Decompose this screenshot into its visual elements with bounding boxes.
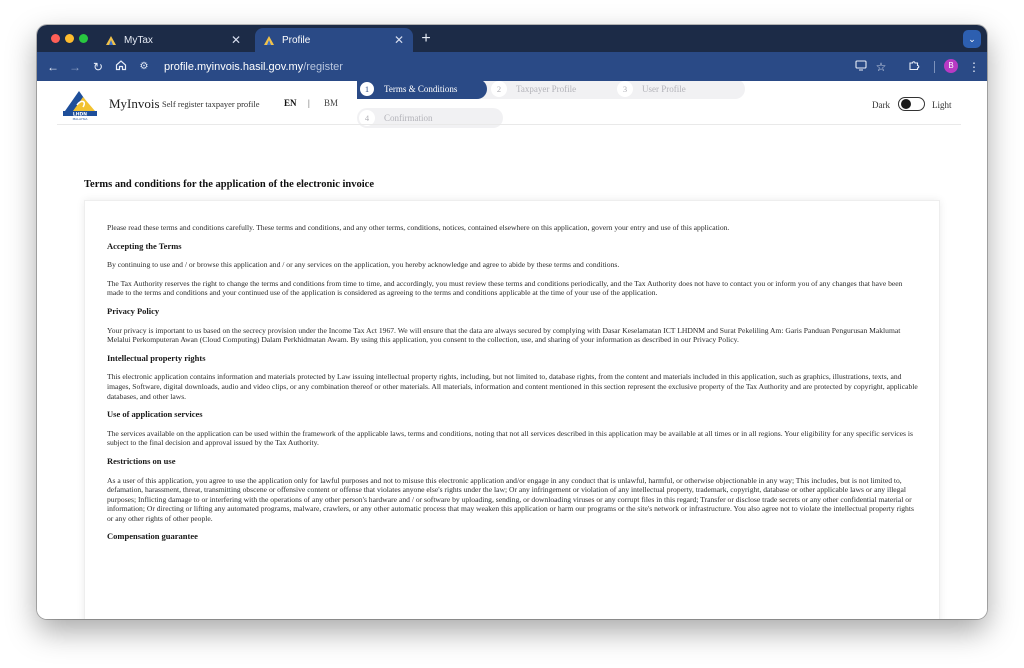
lang-bm-link[interactable]: BM	[324, 98, 339, 108]
back-arrow-icon[interactable]: ←	[47, 60, 59, 74]
section-paragraph: The services available on the application can be used within the framework of the applicable laws, terms and conditions, noting that not all services described in this application may be available at all times or in all regions. Your eligibility for any specific services is subject to the final decision and approval issued by the Tax Authority.	[107, 428, 913, 448]
section-paragraph: By continuing to use and / or browse this application and / or any services on the application, you hereby acknowledge and agree to abide by these terms and conditions.	[107, 260, 620, 270]
url-host: profile.myinvois.hasil.gov.my	[164, 60, 304, 73]
section-heading: Compensation guarantee	[107, 531, 198, 542]
theme-toggle[interactable]	[898, 97, 925, 111]
logo-subtext: MALAYSIA	[72, 117, 88, 121]
url-path: /register	[303, 60, 343, 73]
toggle-knob	[901, 99, 911, 109]
tab-profile[interactable]	[255, 28, 413, 52]
step-user-profile	[599, 81, 745, 99]
step-label: User Profile	[642, 84, 686, 94]
step-number: 2	[491, 81, 507, 97]
theme-light-label: Light	[932, 100, 952, 110]
lang-en-link[interactable]: EN	[284, 98, 297, 108]
close-window-button[interactable]	[51, 34, 60, 43]
terms-content	[107, 223, 919, 551]
tab-mytax[interactable]	[97, 28, 250, 52]
step-label: Taxpayer Profile	[516, 84, 577, 94]
section-heading: Use of application services	[107, 409, 203, 420]
section-paragraph: As a user of this application, you agree to use the application only for lawful purposes and not to misuse this electronic application and/or engage in any conduct that is unlawful, harmful, or otherwise objectionable in any way; This includes, but is not limited to, defamation, harassment, threat, transmitting obscene or offensive content or offense that violates anyone else's rights under the law; Or any infringement or violation of any intellectual property, trademark, copyright, database or other applicable laws or any illegal purposes; Inflicting damage to or interfering with the operations of any other person's hardware and / or software by uploading, sending, or downloading viruses or any corrupt files in this regard; Transfer or disclose trade secrets or any other confidential material or information; Or directing or lifting any automated programs, malware, crawlers, or any other automatic process that may weaken this application or harm our programs or the site's network or infrastructure. You also agree not to violate the intellectual property rights or any other rights of other people.	[107, 475, 914, 523]
browser-toolbar	[37, 52, 987, 81]
step-number: 1	[359, 81, 375, 97]
section-heading: Intellectual property rights	[107, 352, 206, 363]
section-heading: Restrictions on use	[107, 455, 176, 466]
site-info-icon[interactable]: ⚙	[139, 60, 149, 72]
terms-intro: Please read these terms and conditions carefully. These terms and conditions, and any other terms, conditions, notices, contained elsewhere on this application, govern your entry and use of this application.	[107, 223, 730, 232]
new-tab-icon[interactable]: +	[421, 30, 431, 47]
address-bar[interactable]	[136, 56, 882, 77]
maximize-window-button[interactable]	[79, 34, 88, 43]
close-tab-icon[interactable]: ✕	[230, 33, 242, 47]
brand-name[interactable]: MyInvois	[109, 96, 160, 111]
bookmark-star-icon[interactable]: ☆	[875, 60, 887, 74]
step-label: Terms & Conditions	[384, 84, 458, 94]
minimize-window-button[interactable]	[65, 34, 74, 43]
header-divider	[57, 124, 961, 125]
section-paragraph: Your privacy is important to us based on the secrecy provision under the Income Tax Act 1967. We will ensure that the data are always secured by complying with Dasar Keselamatan ICT LHDNM and Surat Pekeliling Am: Garis Panduan Pengurusan Maklumat Melalui Perkomputeran Awan (Cloud Computing) Dalam Perkhidmatan Awam. By using this application, you consent to the collection, use, and sharing of your information as described in our Privacy Policy.	[107, 325, 901, 345]
section-paragraph: This electronic application contains information and materials protected by Law issuing intellectual property rights, including, but not limited to, database rights, from the content and materials included in this application, such as graphics, illustrations, texts, and images, Software, digital downloads, audio and video clips, or any combination thereof or other materials. All materials, information and content mentioned in this section represent the exclusive property of the Tax Authority and are protected by copyright, applicable databases, and other laws.	[107, 372, 918, 401]
step-terms-conditions	[357, 81, 487, 99]
tab-search-icon[interactable]: ⌄	[963, 30, 981, 48]
tab-title: MyTax	[124, 34, 153, 46]
page-title: Terms and conditions for the application of the electronic invoice	[84, 179, 375, 190]
lhdn-favicon-icon	[105, 34, 117, 46]
step-label: Confirmation	[384, 113, 433, 123]
close-tab-icon[interactable]: ✕	[393, 33, 405, 47]
step-number: 3	[617, 81, 633, 97]
toolbar-separator	[934, 61, 935, 73]
page-content	[37, 81, 987, 619]
section-heading: Privacy Policy	[107, 305, 160, 316]
site-header	[37, 81, 987, 125]
tab-title: Profile	[282, 34, 311, 46]
logo-text: LHDN	[72, 112, 88, 118]
step-number: 4	[359, 110, 375, 126]
lhdn-favicon-icon	[263, 34, 275, 46]
kebab-menu-icon[interactable]: ⋮	[968, 60, 980, 74]
step-confirmation	[357, 108, 503, 128]
tab-strip	[37, 25, 987, 52]
terms-card[interactable]	[84, 200, 940, 619]
section-heading: Accepting the Terms	[107, 240, 182, 251]
profile-avatar[interactable]: B	[944, 59, 958, 73]
extensions-puzzle-icon[interactable]	[905, 58, 923, 76]
browser-window	[37, 25, 987, 619]
cast-icon[interactable]	[852, 58, 870, 76]
step-taxpayer-profile	[479, 81, 607, 99]
reload-icon[interactable]: ↻	[92, 60, 104, 74]
section-paragraph: The Tax Authority reserves the right to change the terms and conditions from time to time, and accordingly, you must review these terms and conditions periodically, and the Tax Authority does not have to contact you or inform you of any changes that have been made to the terms and conditions and your continued use of the application is considered as agreeing to the terms and conditions applicable at the time of your use of the application.	[107, 278, 903, 298]
brand-subtitle: Self register taxpayer profile	[162, 99, 260, 109]
home-icon[interactable]	[112, 58, 130, 76]
lang-separator: |	[308, 98, 310, 108]
lhdn-logo	[61, 87, 103, 121]
forward-arrow-icon[interactable]: →	[69, 60, 81, 74]
theme-dark-label: Dark	[872, 100, 890, 110]
